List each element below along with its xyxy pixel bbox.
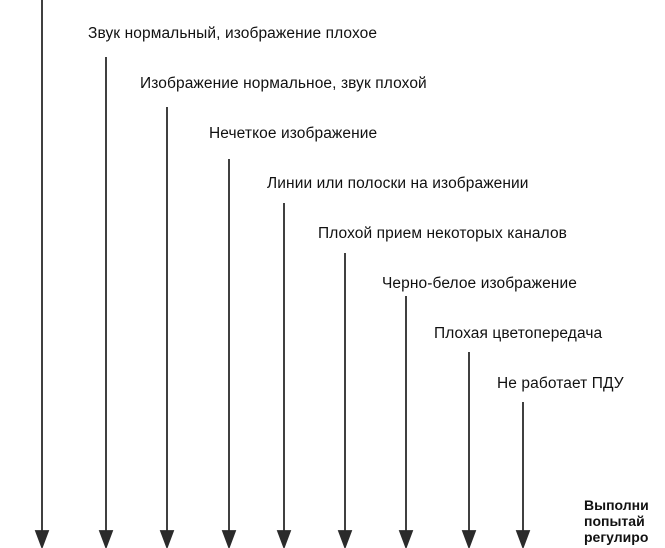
instruction-note-line-1: Выполни (584, 497, 649, 513)
arrow-4 (278, 203, 290, 547)
arrow-8 (517, 402, 529, 547)
arrow-5 (339, 253, 351, 547)
symptom-label-poor-color: Плохая цветопередача (434, 325, 603, 342)
arrow-0 (36, 0, 48, 547)
instruction-note-line-2: попытай (584, 513, 645, 529)
arrow-2 (161, 107, 173, 547)
instruction-note-line-3: регулиро (584, 529, 649, 545)
symptom-label-sound-ok-picture-bad: Звук нормальный, изображение плохое (88, 25, 378, 42)
arrow-6 (400, 296, 412, 547)
arrow-3 (223, 159, 235, 547)
symptom-label-black-white-picture: Черно-белое изображение (382, 275, 577, 292)
symptom-label-remote-not-working: Не работает ПДУ (497, 375, 624, 392)
symptom-label-blurry-picture: Нечеткое изображение (209, 125, 378, 142)
symptom-label-poor-reception: Плохой прием некоторых каналов (318, 225, 567, 242)
symptom-label-lines-on-picture: Линии или полоски на изображении (267, 175, 529, 192)
instruction-note (584, 497, 649, 545)
arrow-7 (463, 352, 475, 547)
arrow-1 (100, 57, 112, 547)
symptom-label-picture-ok-sound-bad: Изображение нормальное, звук плохой (140, 75, 427, 92)
